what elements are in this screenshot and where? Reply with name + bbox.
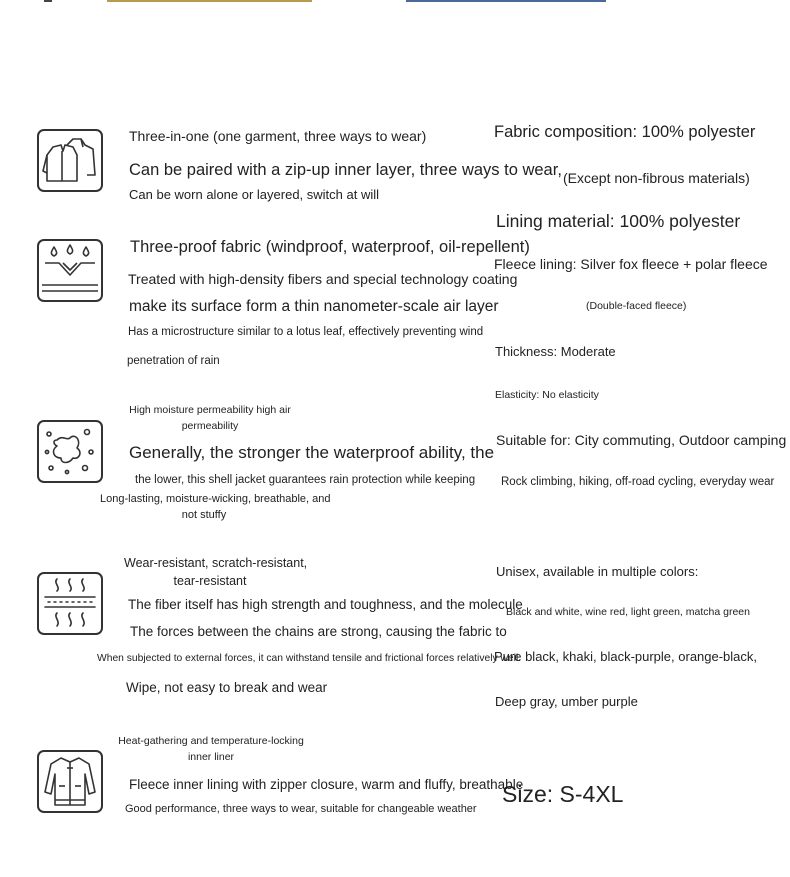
water-shield-icon	[37, 239, 103, 302]
block4-line2: The forces between the chains are strong, causing the fabric to	[130, 624, 507, 639]
elasticity: Elasticity: No elasticity	[495, 389, 599, 401]
fabric-composition-note: (Except non-fibrous materials)	[563, 170, 750, 186]
block4-line4: Wipe, not easy to break and wear	[126, 680, 328, 695]
block3-title-line1: High moisture permeability high air	[129, 404, 291, 416]
size-range: Size: S-4XL	[502, 781, 624, 807]
block2-line1: Treated with high-density fibers and special technology coating	[128, 271, 518, 287]
top-image-strip-right	[406, 0, 606, 2]
suitable-for-activities: Rock climbing, hiking, off-road cycling, everyday wear	[501, 476, 775, 488]
jacket-layers-icon	[37, 129, 103, 192]
block1-title: Three-in-one (one garment, three ways to wear)	[129, 128, 427, 144]
block5-line1: Fleece inner lining with zipper closure, warm and fluffy, breathable	[129, 777, 524, 792]
unisex-colors-heading: Unisex, available in multiple colors:	[496, 564, 699, 579]
block3-title-line2: permeability	[181, 420, 239, 432]
block3-line3: Long-lasting, moisture-wicking, breathable, and	[100, 493, 331, 505]
moisture-splash-icon	[37, 420, 103, 483]
fleece-lining: Fleece lining: Silver fox fleece + polar fleece	[494, 256, 768, 272]
block2-line2: make its surface form a thin nanometer-scale air layer	[129, 298, 499, 315]
block2-line4: penetration of rain	[127, 355, 220, 367]
block1-line2: Can be worn alone or layered, switch at will	[129, 187, 380, 202]
block3-line2: the lower, this shell jacket guarantees rain protection while keeping	[135, 474, 476, 486]
block5-title-line2: inner liner	[187, 751, 235, 763]
colors-line2: Pure black, khaki, black-purple, orange-black,	[494, 649, 758, 664]
block4-title-line1: Wear-resistant, scratch-resistant,	[124, 556, 308, 570]
block4-line1: The fiber itself has high strength and toughness, and the molecule	[128, 597, 523, 612]
block2-title: Three-proof fabric (windproof, waterproof, oil-repellent)	[130, 238, 530, 256]
block3-line4: not stuffy	[181, 509, 227, 521]
colors-line1: Black and white, wine red, light green, matcha green	[506, 606, 750, 618]
top-mark	[44, 0, 52, 2]
top-image-strip-left	[107, 0, 312, 2]
block2-line3: Has a microstructure similar to a lotus leaf, effectively preventing wind	[128, 326, 484, 338]
fleece-lining-note: (Double-faced fleece)	[586, 300, 687, 312]
block5-line2: Good performance, three ways to wear, suitable for changeable weather	[125, 803, 477, 815]
block5-title-line1: Heat-gathering and temperature-locking	[118, 735, 304, 747]
zip-jacket-icon	[37, 750, 103, 813]
block3-line1: Generally, the stronger the waterproof ability, the	[129, 443, 495, 462]
block1-line1: Can be paired with a zip-up inner layer, three ways to wear,	[129, 161, 562, 179]
block4-line3: When subjected to external forces, it can withstand tensile and frictional forces relatively well.	[97, 653, 522, 664]
fabric-layer-icon	[37, 572, 103, 635]
thickness: Thickness: Moderate	[495, 344, 616, 359]
lining-material: Lining material: 100% polyester	[496, 211, 741, 231]
colors-line3: Deep gray, umber purple	[495, 694, 638, 709]
fabric-composition: Fabric composition: 100% polyester	[494, 123, 756, 141]
suitable-for: Suitable for: City commuting, Outdoor camping	[496, 432, 787, 448]
block4-title-line2: tear-resistant	[173, 574, 247, 588]
